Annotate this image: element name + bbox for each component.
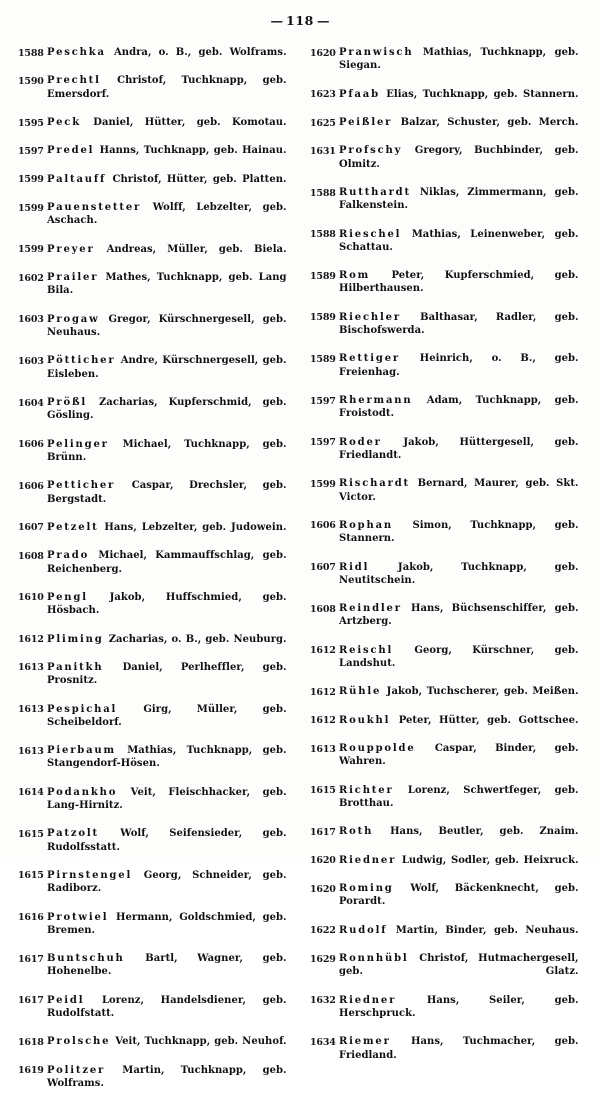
entry-details: Martin, Tuchknapp, geb. Wolframs. [47,1063,287,1090]
register-entry [18,173,294,199]
entry-details: Mathias, Tuchknapp, geb. Stangendorf-Hösen. [47,744,287,770]
register-entry [18,46,294,72]
entry-surname: Rühle [339,685,382,698]
entry-surname: Roming [339,882,394,895]
entry-surname: Petzelt [47,520,99,533]
entry-details: Andra, o. B., geb. Wolframs. [106,46,287,58]
column-container [0,46,600,1090]
register-entry [310,116,586,142]
entry-year: 1589 [310,312,336,324]
register-entry [310,644,586,684]
entry-year: 1588 [310,187,336,199]
register-entry [18,354,294,394]
entry-details: Bartl, Wagner, geb. Hohenelbe. [47,952,287,978]
register-entry [310,394,586,434]
entry-surname: Pfaab [339,87,380,100]
register-entry [18,703,294,743]
entry-text [47,243,287,269]
register-entry [310,186,586,226]
header-rule-right: — [316,13,330,28]
entry-details: Zacharias, Kupferschmid, geb. Gösling. [47,396,287,422]
entry-year: 1589 [310,270,336,282]
entry-text [339,882,579,922]
entry-year: 1612 [310,715,336,727]
entry-details: Jakob, Huffschmied, geb. Hösbach. [47,590,287,617]
entry-surname: Riemer [339,1035,391,1048]
register-entry [310,825,586,851]
entry-details: Gregory, Buchbinder, geb. Olmitz. [339,144,579,170]
entry-text [47,354,287,394]
entry-details: Andreas, Müller, geb. Biela. [95,242,287,255]
entry-details: Hans, Seiler, geb. Herschpruck. [339,993,579,1020]
entry-year: 1599 [18,244,44,256]
entry-text [47,271,287,311]
register-entry [310,88,586,114]
entry-text [339,394,579,434]
entry-surname: Reindler [339,602,402,615]
header-rule-left: — [270,13,284,28]
entry-year: 1615 [18,828,44,840]
entry-surname: Petticher [47,479,116,492]
register-entry [310,685,586,711]
entry-text [47,116,287,142]
entry-details: Mathias, Leinenweber, geb. Schattau. [339,227,579,253]
register-entry [18,744,294,784]
register-entry [310,882,586,922]
entry-year: 1602 [18,272,44,284]
register-entry [310,1035,586,1075]
entry-text [339,1035,579,1075]
entry-details: Elias, Tuchknapp, geb. Stannern. [380,87,579,100]
entry-surname: Riedner [339,993,397,1006]
entry-year: 1588 [310,229,336,241]
entry-text [47,703,287,743]
register-entry [310,46,586,86]
entry-year: 1607 [310,562,336,574]
entry-surname: Roukhl [339,713,391,726]
entry-surname: Roder [339,435,382,448]
entry-year: 1631 [310,145,336,157]
entry-text [339,144,579,184]
entry-surname: Ronnhübl [339,952,409,965]
entry-text [47,744,287,784]
entry-details: Georg, Schneider, geb. Radiborz. [47,868,287,895]
entry-details: Hermann, Goldschmied, geb. Bremen. [47,910,287,936]
register-entry [310,228,586,268]
entry-details: Hans, Lebzelter, geb. Judowein. [99,520,287,533]
entry-surname: Panitkh [47,660,104,673]
entry-surname: Preyer [47,242,95,255]
entry-year: 1606 [18,480,44,492]
register-entry [18,396,294,436]
register-entry [310,477,586,517]
entry-text [339,186,579,226]
entry-surname: Pelinger [47,437,109,450]
register-entry [18,994,294,1034]
entry-text [47,1035,287,1061]
entry-year: 1612 [18,634,44,646]
entry-text [339,685,579,711]
entry-year: 1617 [310,826,336,838]
entry-surname: Prado [47,549,90,562]
entry-surname: Rouppolde [339,742,416,755]
entry-surname: Pranwisch [339,46,414,58]
register-entry [310,519,586,559]
entry-details: Georg, Kürschner, geb. Landshut. [339,643,579,669]
entry-year: 1623 [310,89,336,101]
register-entry [18,74,294,114]
entry-text [47,479,287,519]
entry-year: 1634 [310,1036,336,1048]
entry-text [339,269,579,309]
entry-details: Niklas, Zimmermann, geb. Falkenstein. [339,186,579,212]
entry-surname: Pengl [47,590,88,603]
entry-details: Christof, Tuchknapp, geb. Emersdorf. [47,74,287,100]
entry-surname: Roth [339,825,374,838]
entry-details: Balthasar, Radler, geb. Bischofswerda. [339,310,579,337]
entry-text [339,825,579,851]
entry-text [339,924,579,950]
entry-details: Jakob, Hüttergesell, geb. Friedlandt. [339,435,579,461]
entry-details: Balzar, Schuster, geb. Merch. [393,116,579,129]
register-entry [18,1035,294,1061]
entry-surname: Pirnstengel [47,868,133,881]
entry-details: Caspar, Binder, geb. Wahren. [339,742,579,768]
entry-surname: Peidl [47,993,85,1006]
entry-text [47,46,287,72]
entry-year: 1606 [310,520,336,532]
entry-details: Mathes, Tuchknapp, geb. Lang Bila. [47,271,287,297]
entry-details: Ludwig, Sodler, geb. Heixruck. [397,853,579,866]
entry-year: 1603 [18,314,44,326]
register-entry [18,549,294,589]
entry-year: 1625 [310,117,336,129]
entry-year: 1604 [18,397,44,409]
entry-surname: Rophan [339,518,394,531]
entry-text [47,144,287,170]
entry-text [47,521,287,547]
entry-details: Jakob, Tuchknapp, geb. Neutitschein. [339,560,579,586]
entry-surname: Rutthardt [339,186,411,199]
register-entry [310,742,586,782]
entry-year: 1620 [310,883,336,895]
entry-text [339,352,579,392]
register-entry [310,994,586,1034]
entry-surname: Peißler [339,116,393,129]
entry-year: 1615 [18,870,44,882]
entry-year: 1614 [18,787,44,799]
register-entry [310,602,586,642]
register-entry [18,869,294,909]
entry-year: 1622 [310,925,336,937]
register-entry [18,827,294,867]
register-entry [18,144,294,170]
register-entry [310,311,586,351]
entry-year: 1620 [310,855,336,867]
entry-surname: Riechler [339,310,401,323]
entry-text [339,436,579,476]
entry-text [339,116,579,142]
register-entry [310,144,586,184]
entry-text [339,228,579,268]
entry-details: Heinrich, o. B., geb. Freienhag. [339,352,579,378]
entry-surname: Riedner [339,853,397,866]
entry-text [47,994,287,1034]
entry-details: Daniel, Hütter, geb. Komotau. [81,116,287,129]
entry-surname: Podankho [47,785,118,798]
register-entry [18,243,294,269]
register-entry [18,521,294,547]
entry-text [339,602,579,642]
register-entry [18,271,294,311]
register-entry [310,952,586,992]
entry-year: 1613 [310,743,336,755]
entry-details: Martin, Binder, geb. Neuhaus. [388,923,579,936]
left-column [18,46,294,1090]
entry-year: 1613 [18,745,44,757]
register-entry [18,313,294,353]
entry-details: Michael, Tuchknapp, geb. Brünn. [47,437,287,463]
entry-details: Hans, Tuchmacher, geb. Friedland. [339,1035,579,1061]
entry-text [339,644,579,684]
entry-surname: Predel [47,144,95,157]
entry-details: Jakob, Tuchscherer, geb. Meißen. [382,685,579,698]
entry-year: 1599 [18,202,44,214]
entry-surname: Politzer [47,1063,106,1076]
entry-text [47,201,287,241]
page-header [0,0,600,28]
entry-year: 1629 [310,953,336,965]
entry-surname: Protwiel [47,910,109,923]
entry-text [47,869,287,909]
entry-surname: Pötticher [47,354,116,367]
entry-details: Simon, Tuchknapp, geb. Stannern. [339,518,579,545]
entry-details: Girg, Müller, geb. Scheibeldorf. [47,702,287,728]
register-entry [310,352,586,392]
entry-text [47,591,287,631]
entry-surname: Prechtl [47,74,101,87]
entry-year: 1619 [18,1065,44,1077]
entry-surname: Rudolf [339,923,388,936]
entry-details: Wolf, Seifensieder, geb. Rudolfsstatt. [47,827,287,853]
entry-surname: Rieschel [339,227,402,240]
entry-surname: Buntschuh [47,952,125,965]
entry-year: 1608 [18,550,44,562]
entry-details: Hanns, Tuchknapp, geb. Hainau. [95,144,287,157]
entry-details: Caspar, Drechsler, geb. Bergstadt. [47,479,287,505]
entry-year: 1588 [18,47,44,59]
entry-year: 1603 [18,355,44,367]
entry-text [47,911,287,951]
entry-year: 1597 [18,145,44,157]
entry-surname: Prößl [47,396,88,409]
entry-year: 1615 [310,785,336,797]
entry-surname: Ridl [339,560,370,573]
entry-text [47,661,287,701]
entry-details: Christof, Hutmachergesell, geb. Glatz. [339,952,579,978]
entry-year: 1597 [310,437,336,449]
entry-year: 1589 [310,353,336,365]
entry-year: 1590 [18,75,44,87]
entry-year: 1597 [310,395,336,407]
entry-year: 1617 [18,995,44,1007]
entry-year: 1607 [18,522,44,534]
entry-text [47,74,287,114]
entry-surname: Reischl [339,643,394,656]
register-entry [310,784,586,824]
entry-text [339,952,579,992]
page-number: 118 [286,13,314,28]
entry-text [47,438,287,478]
register-entry [18,438,294,478]
entry-details: Zacharias, o. B., geb. Neuburg. [104,632,287,645]
entry-year: 1599 [18,174,44,186]
entry-text [339,46,579,86]
entry-year: 1632 [310,995,336,1007]
entry-text [339,994,579,1034]
entry-surname: Progaw [47,312,100,325]
entry-surname: Pierbaum [47,744,116,757]
entry-details: Veit, Fleischhacker, geb. Lang-Hirnitz. [47,785,287,811]
entry-surname: Rhermann [339,394,413,407]
entry-text [339,714,579,740]
entry-text [47,952,287,992]
entry-year: 1599 [310,478,336,490]
entry-details: Christof, Hütter, geb. Platten. [107,172,287,185]
entry-text [47,633,287,659]
entry-year: 1608 [310,603,336,615]
entry-text [339,311,579,351]
entry-surname: Peck [47,116,81,129]
register-entry [18,479,294,519]
entry-year: 1613 [18,662,44,674]
entry-text [339,561,579,601]
entry-surname: Profschy [339,144,403,157]
entry-year: 1613 [18,704,44,716]
entry-surname: Patzolt [47,827,99,840]
entry-details: Michael, Kammauffschlag, geb. Reichenberg. [47,549,287,575]
entry-text [339,477,579,517]
entry-details: Gregor, Kürschnergesell, geb. Neuhaus. [47,312,287,339]
entry-surname: Richter [339,783,394,796]
entry-year: 1606 [18,439,44,451]
register-entry [310,436,586,476]
entry-details: Veit, Tuchknapp, geb. Neuhof. [111,1035,287,1048]
entry-surname: Rettiger [339,352,401,365]
entry-details: Hans, Beutler, geb. Znaim. [374,825,579,838]
entry-surname: Prolsche [47,1035,111,1048]
entry-year: 1610 [18,592,44,604]
register-entry [310,269,586,309]
entry-text [47,827,287,867]
entry-surname: Prailer [47,271,99,284]
entry-text [47,1064,287,1103]
entry-details: Wolff, Lebzelter, geb. Aschach. [47,201,287,227]
entry-text [339,742,579,782]
entry-surname: Pliming [47,632,104,645]
register-entry [18,661,294,701]
register-entry [18,1064,294,1103]
register-entry [18,786,294,826]
entry-details: Adam, Tuchknapp, geb. Froistodt. [339,394,579,420]
register-entry [18,591,294,631]
entry-year: 1617 [18,953,44,965]
entry-text [47,549,287,589]
entry-year: 1612 [310,645,336,657]
entry-year: 1620 [310,47,336,59]
entry-text [339,784,579,824]
entry-details: Lorenz, Handelsdiener, geb. Rudolfstatt. [47,993,287,1020]
entry-text [339,519,579,559]
entry-text [47,396,287,436]
entry-details: Daniel, Perlheffler, geb. Prosnitz. [47,660,287,687]
entry-surname: Pespichal [47,702,118,715]
register-entry [310,714,586,740]
register-entry [310,561,586,601]
register-entry [18,952,294,992]
entry-year: 1595 [18,117,44,129]
entry-details: Lorenz, Schwertfeger, geb. Brotthau. [339,783,579,809]
entry-year: 1612 [310,686,336,698]
right-column [310,46,586,1061]
register-entry [18,201,294,241]
entry-year: 1616 [18,912,44,924]
entry-surname: Paltauff [47,172,107,185]
entry-text [339,88,579,114]
register-entry [18,633,294,659]
entry-text [47,313,287,353]
entry-year: 1618 [18,1036,44,1048]
entry-details: Andre, Kürschnergesell, geb. Eisleben. [47,354,287,380]
entry-surname: Pauenstetter [47,201,142,214]
entry-text [47,786,287,826]
entry-details: Bernard, Maurer, geb. Skt. Victor. [339,477,579,503]
entry-details: Peter, Kupferschmied, geb. Hilberthausen. [339,269,579,295]
register-entry [18,116,294,142]
entry-surname: Peschka [47,46,106,58]
entry-details: Wolf, Bäckenknecht, geb. Porardt. [339,882,579,908]
entry-surname: Rischardt [339,477,410,490]
entry-details: Mathias, Tuchknapp, geb. Siegan. [339,46,579,72]
register-entry [18,911,294,951]
register-entry [310,924,586,950]
entry-text [47,173,287,199]
entry-surname: Rom [339,269,371,282]
entry-details: Hans, Büchsenschiffer, geb. Artzberg. [339,602,579,628]
entry-details: Peter, Hütter, geb. Gottschee. [391,713,579,726]
